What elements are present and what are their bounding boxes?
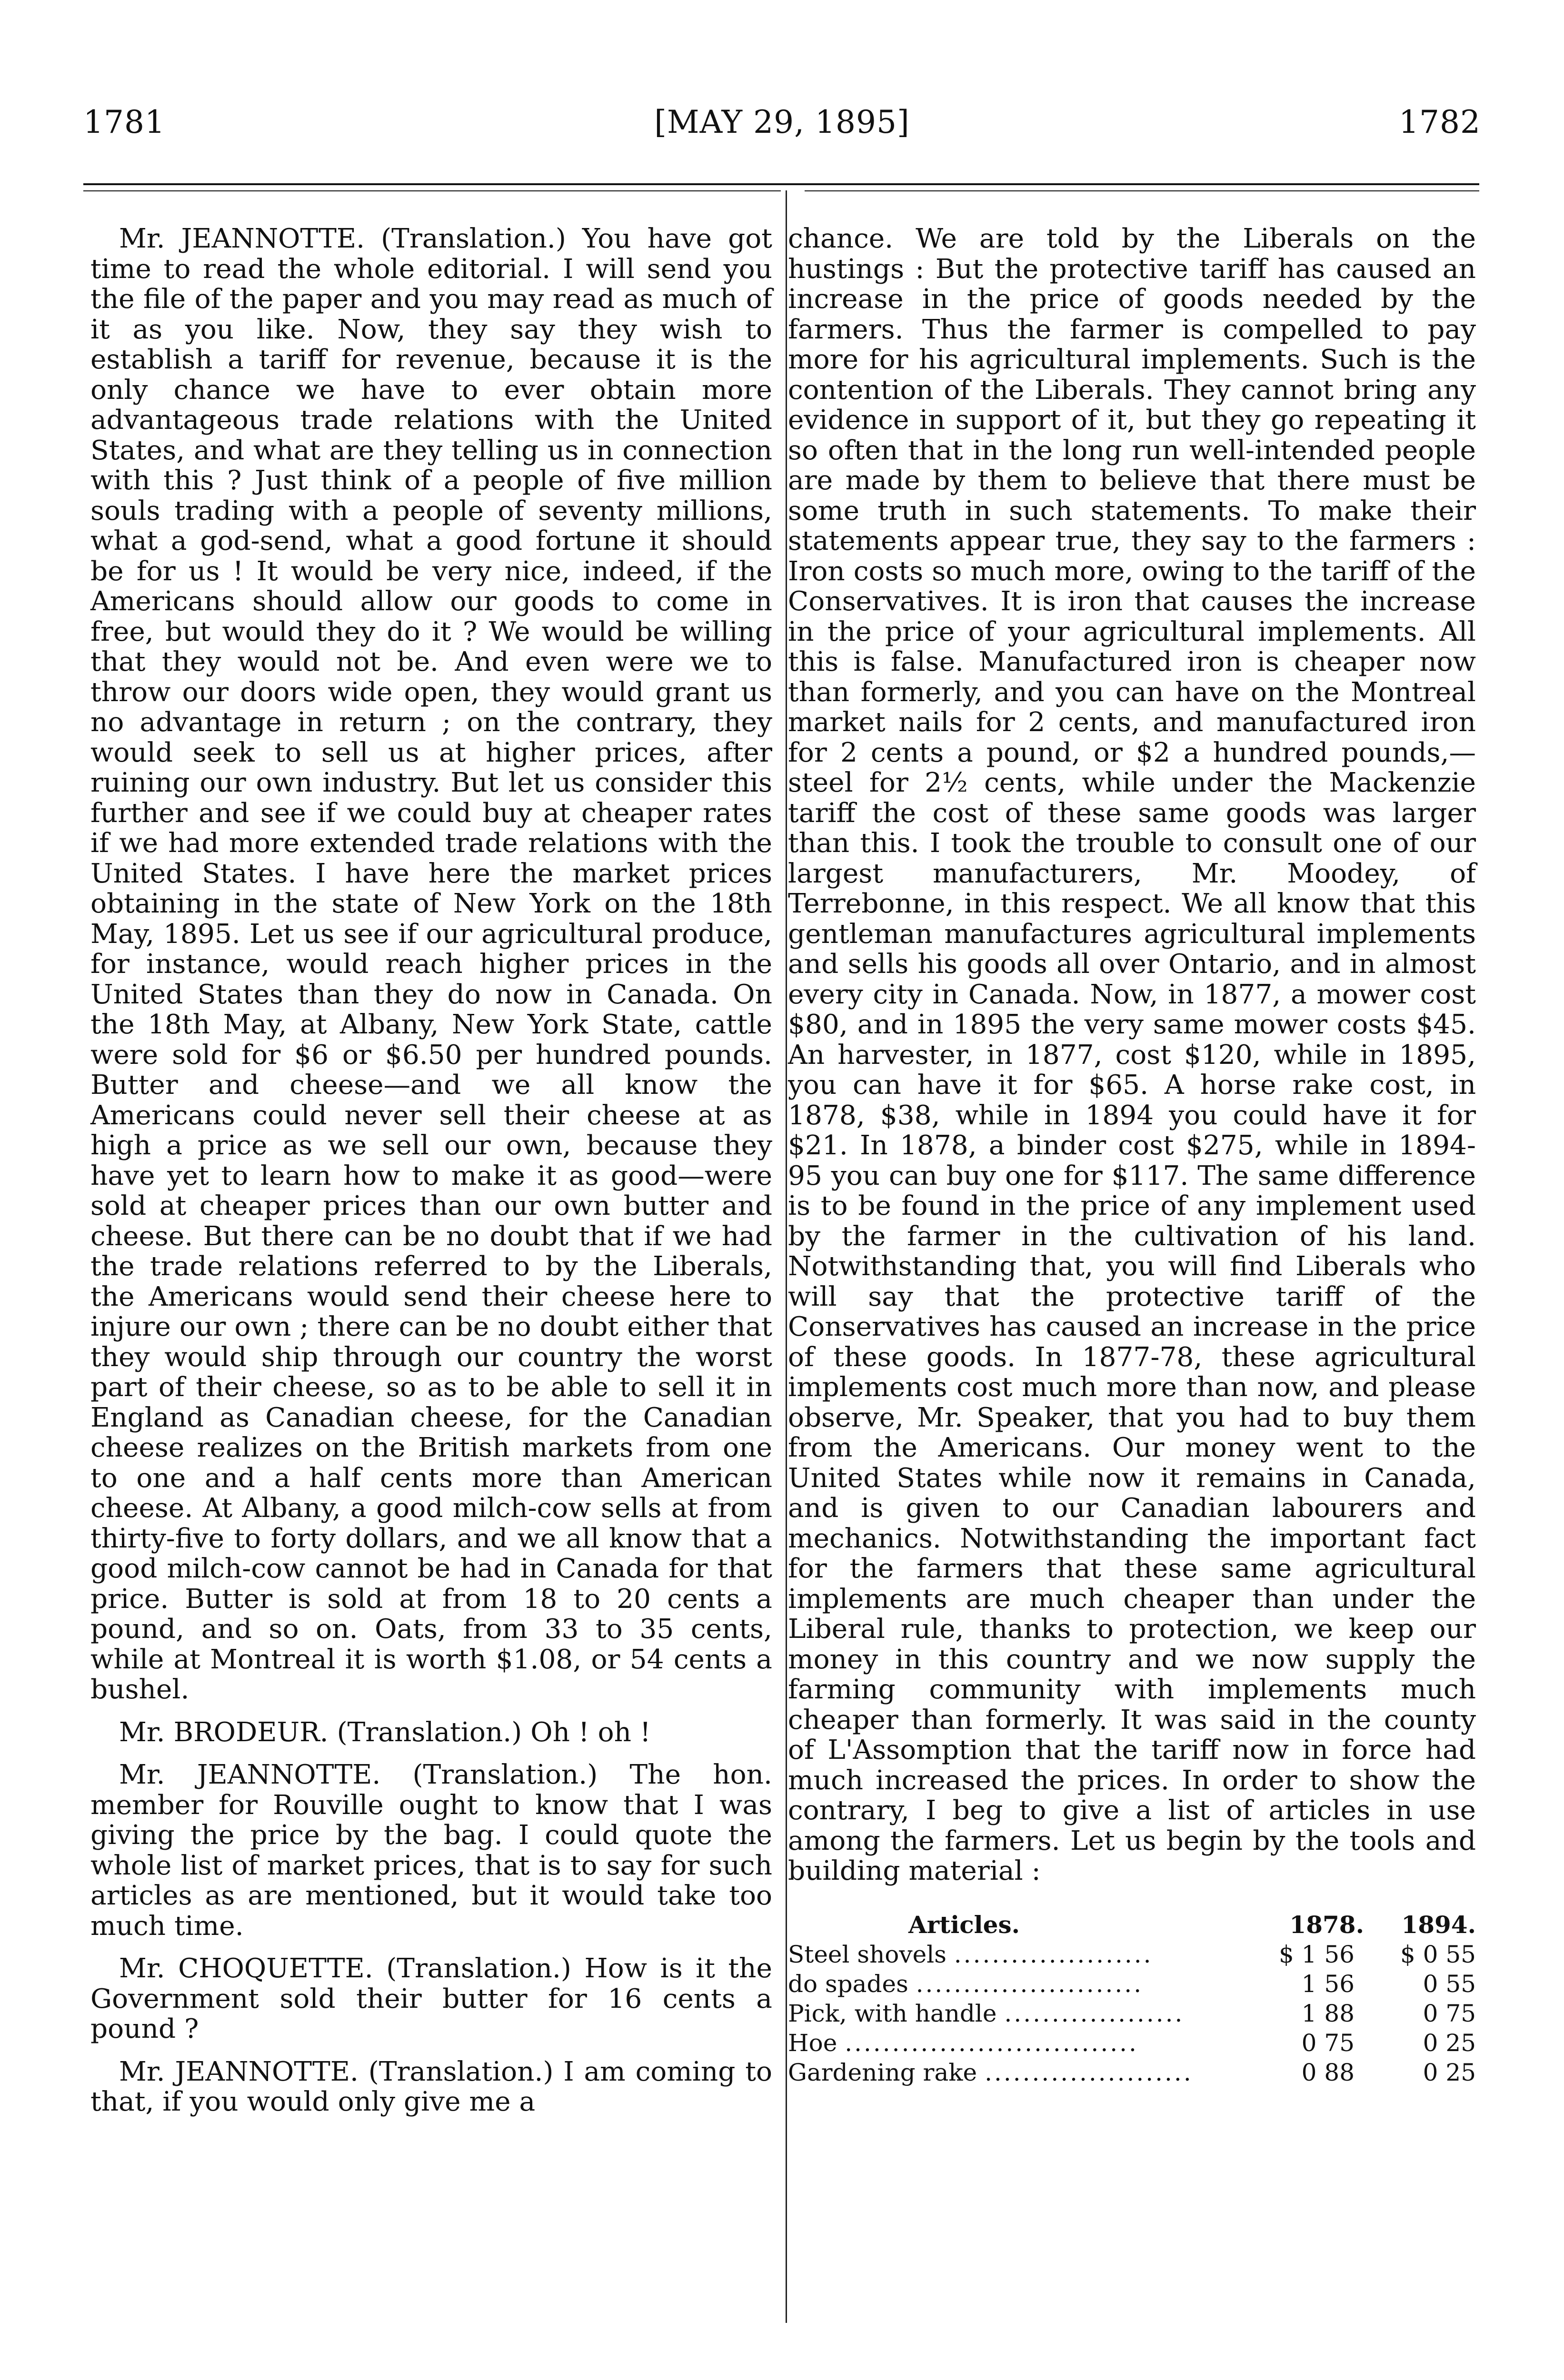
price-1878: 1 88 [1301, 1999, 1355, 2027]
table-row [788, 2028, 1476, 2058]
paragraph: Mr. CHOQUETTE. (Translation.) How is it the Government sold their butter for 16 cents a pound ? [90, 1953, 772, 2044]
table-row [788, 1969, 1476, 1999]
price-1878: 0 88 [1301, 2058, 1355, 2086]
article-cell [788, 1940, 1255, 1969]
price-1878: $ 1 56 [1278, 1940, 1355, 1968]
price-1878: 0 75 [1301, 2029, 1355, 2057]
paragraph: Mr. JEANNOTTE. (Translation.) The hon. member for Rouville ought to know that I was giving the price by the bag. I could quote the whole list of market prices, that is to say for such articles as are mentioned, but it would take too much time. [90, 1759, 772, 1942]
price-table-header [788, 1910, 1476, 1940]
paragraph: chance. We are told by the Liberals on the hustings : But the protective tariff has caused an increase in the price of goods needed by the farmers. Thus the farmer is compelled to pay more for his agricultural implements. Such is the contention of the Liberals. They cannot bring any evidence in support of it, but they go repeating it so often that in the long run well-intended people are made by them to believe that there must be some truth in such statements. To make their statements appear true, they say to the farmers : Iron costs so much more, owing to the tariff of the Conservatives. It is iron that causes the increase in the price of your agricultural implements. All this is false. Manufactured iron is cheaper now than formerly, and you can have on the Montreal market nails for 2 cents, and manufactured iron for 2 cents a pound, or $2 a hundred pounds,—steel for 2½ cents, while under the Mackenzie tariff the cost of these same goods was larger than this. I took the trouble to consult one of our largest manufacturers, Mr. Moodey, of Terrebonne, in this respect. We all know that this gentleman manufactures agricultural implements and sells his goods all over Ontario, and in almost every city in Canada. Now, in 1877, a mower cost $80, and in 1895 the very same mower costs $45. An harvester, in 1877, cost $120, while in 1895, you can have it for $65. A horse rake cost, in 1878, $38, while in 1894 you could have it for $21. In 1878, a binder cost $275, while in 1894-95 you can buy one for $117. The same difference is to be found in the price of any implement used by the farmer in the cultivation of his land. Notwithstanding that, you will find Liberals who will say that the protective tariff of the Conservatives has caused an increase in the price of these goods. In 1877-78, these agricultural implements cost much more than now, and please observe, Mr. Speaker, that you had to buy them from the Americans. Our money went to the United States while now it remains in Canada, and is given to our Canadian labourers and mechanics. Notwithstanding the important fact for the farmers that these same agricultural implements are much cheaper than under the Liberal rule, thanks to protection, we keep our money in this country and we now supply the farming community with implements much cheaper than formerly. It was said in the county of L'Assomption that the tariff now in force had much increased the prices. In order to show the contrary, I beg to give a list of articles in use among the farmers. Let us begin by the tools and building material : [788, 223, 1476, 1886]
article-cell [788, 1969, 1255, 1999]
column-header-articles: Articles. [908, 1910, 1020, 1939]
right-column [788, 224, 1476, 2087]
left-column [90, 224, 772, 2117]
article-name: Steel shovels [788, 1940, 946, 1968]
table-row [788, 2058, 1476, 2087]
header-rule-left [83, 190, 781, 191]
price-1878: 1 56 [1301, 1970, 1355, 1998]
leader-dots: ............................... [845, 2029, 1138, 2057]
paragraph: Mr. JEANNOTTE. (Translation.) I am coming to that, if you would only give me a [90, 2056, 772, 2117]
header-date: [MAY 29, 1895] [654, 104, 910, 140]
price-1894: 0 25 [1423, 2029, 1476, 2057]
price-1894: $ 0 55 [1400, 1940, 1476, 1968]
page-header [0, 104, 1564, 147]
article-name: Hoe [788, 2029, 837, 2057]
table-row [788, 1999, 1476, 2028]
column-divider [786, 190, 787, 2323]
page-number-left: 1781 [83, 104, 165, 140]
article-name: Pick, with handle [788, 1999, 997, 2027]
header-rule [83, 183, 1479, 185]
article-cell [788, 2028, 1255, 2058]
article-name: do spades [788, 1970, 908, 1998]
price-1894: 0 25 [1423, 2058, 1476, 2086]
price-1894: 0 55 [1423, 1970, 1476, 1998]
leader-dots: ..................... [954, 1940, 1153, 1968]
leader-dots: ........................ [916, 1970, 1144, 1998]
paragraph: Mr. JEANNOTTE. (Translation.) You have got time to read the whole editorial. I will send you the file of the paper and you may read as much of it as you like. Now, they say they wish to establish a tariff for revenue, because it is the only chance we have to ever obtain more advantageous trade relations with the United States, and what are they telling us in connection with this ? Just think of a people of five million souls trading with a people of seventy millions, what a god-send, what a good fortune it should be for us ! It would be very nice, indeed, if the Americans should allow our goods to come in free, but would they do it ? We would be willing that they would not be. And even were we to throw our doors wide open, they would grant us no advantage in return ; on the contrary, they would seek to sell us at higher prices, after ruining our own industry. But let us consider this further and see if we could buy at cheaper rates if we had more extended trade relations with the United States. I have here the market prices obtaining in the state of New York on the 18th May, 1895. Let us see if our agricultural produce, for instance, would reach higher prices in the United States than they do now in Canada. On the 18th May, at Albany, New York State, cattle were sold for $6 or $6.50 per hundred pounds. Butter and cheese—and we all know the Americans could never sell their cheese at as high a price as we sell our own, because they have yet to learn how to make it as good—were sold at cheaper prices than our own butter and cheese. But there can be no doubt that if we had the trade relations referred to by the Liberals, the Americans would send their cheese here to injure our own ; there can be no doubt either that they would ship through our country the worst part of their cheese, so as to be able to sell it in England as Canadian cheese, for the Canadian cheese realizes on the British markets from one to one and a half cents more than American cheese. At Albany, a good milch-cow sells at from thirty-five to forty dollars, and we all know that a good milch-cow cannot be had in Canada for that price. Butter is sold at from 18 to 20 cents a pound, and so on. Oats, from 33 to 35 cents, while at Montreal it is worth $1.08, or 54 cents a bushel. [90, 223, 772, 1705]
paragraph: Mr. BRODEUR. (Translation.) Oh ! oh ! [119, 1716, 651, 1748]
article-name: Gardening rake [788, 2058, 977, 2086]
column-header-1878: 1878. [1289, 1910, 1364, 1939]
article-cell [788, 1999, 1255, 2028]
leader-dots: ................... [1004, 1999, 1185, 2027]
leader-dots: ...................... [985, 2058, 1193, 2086]
header-rule-right [805, 190, 1479, 191]
price-1894: 0 75 [1423, 1999, 1476, 2027]
article-cell [788, 2058, 1255, 2087]
price-table [788, 1910, 1476, 2087]
page-number-right: 1782 [1399, 104, 1481, 140]
column-header-1894: 1894. [1401, 1910, 1476, 1939]
table-row [788, 1940, 1476, 1969]
